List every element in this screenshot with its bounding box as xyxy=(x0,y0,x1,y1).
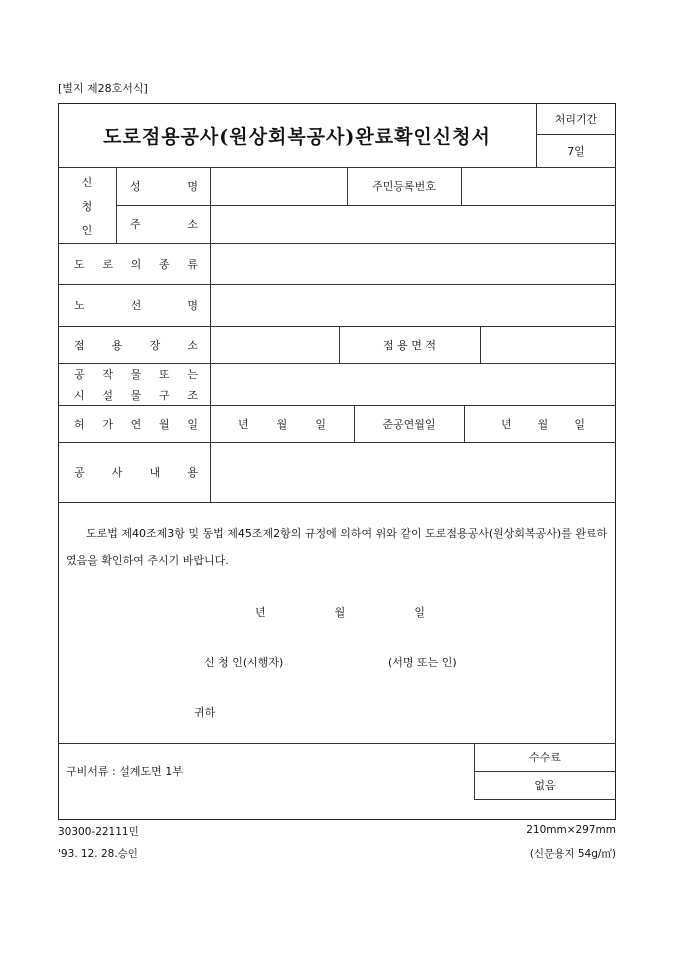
structure-field[interactable] xyxy=(210,363,616,405)
occupancy-place-label: 점 용 장 소 xyxy=(74,338,198,352)
fee-value: 없음 xyxy=(534,779,556,792)
resident-number-field[interactable] xyxy=(461,167,616,205)
resident-number-label: 주민등록번호 xyxy=(372,180,436,193)
occupancy-area-label: 점 용 면 적 xyxy=(383,338,436,352)
work-content-field[interactable] xyxy=(210,442,616,502)
recipient-label: 귀하 xyxy=(194,706,216,719)
structure-label: 공 작 물 또 는 시 설 물 구 조 xyxy=(74,368,198,402)
permit-date-label: 허 가 연 월 일 xyxy=(74,417,198,431)
road-type-label: 도 로 의 종 류 xyxy=(74,257,198,271)
name-label: 성 명 xyxy=(130,180,198,193)
fee-label: 수수료 xyxy=(529,751,561,764)
divider xyxy=(58,502,616,503)
approval-date: '93. 12. 28.승인 xyxy=(58,848,138,860)
divider xyxy=(474,799,616,800)
occupancy-place-field[interactable] xyxy=(210,326,339,363)
paper-type: (신문용지 54g/㎡) xyxy=(529,848,616,860)
work-content-label: 공 사 내 용 xyxy=(74,466,198,479)
name-field[interactable] xyxy=(210,167,347,205)
occupancy-area-field[interactable] xyxy=(480,326,616,363)
processing-period-value: 7일 xyxy=(567,144,585,158)
signature-label: (서명 또는 인) xyxy=(388,656,457,669)
statement-text: 도로법 제40조제3항 및 동법 제45조제2항의 규정에 의하여 위와 같이 도로점용공사(원상회복공사)를 완료하였음을 확인하여 주시기 바랍니다. xyxy=(66,527,608,567)
address-field[interactable] xyxy=(210,205,616,243)
address-label: 주 소 xyxy=(130,218,198,231)
applicant-sign-label: 신 청 인(시행자) xyxy=(204,656,284,669)
date-line: 년 월 일 xyxy=(255,606,425,619)
permit-date-field[interactable]: 년 월 일 xyxy=(238,417,326,431)
road-type-field[interactable] xyxy=(210,243,616,284)
applicant-group-label: 신 청 인 xyxy=(81,176,93,237)
form-title: 도로점용공사(원상회복공사)완료확인신청서 xyxy=(103,125,491,148)
processing-period-label: 처리기간 xyxy=(554,112,598,126)
completion-date-label: 준공연월일 xyxy=(382,417,436,431)
required-documents-label: 구비서류 : 설계도면 1부 xyxy=(66,765,183,778)
completion-date-field[interactable]: 년 월 일 xyxy=(501,417,585,431)
route-name-label: 노 선 명 xyxy=(74,299,198,312)
route-name-field[interactable] xyxy=(210,284,616,326)
form-code: 30300-22111민 xyxy=(58,826,139,838)
form-number-label: [별지 제28호서식] xyxy=(58,82,148,95)
paper-size: 210mm×297mm xyxy=(526,824,616,836)
